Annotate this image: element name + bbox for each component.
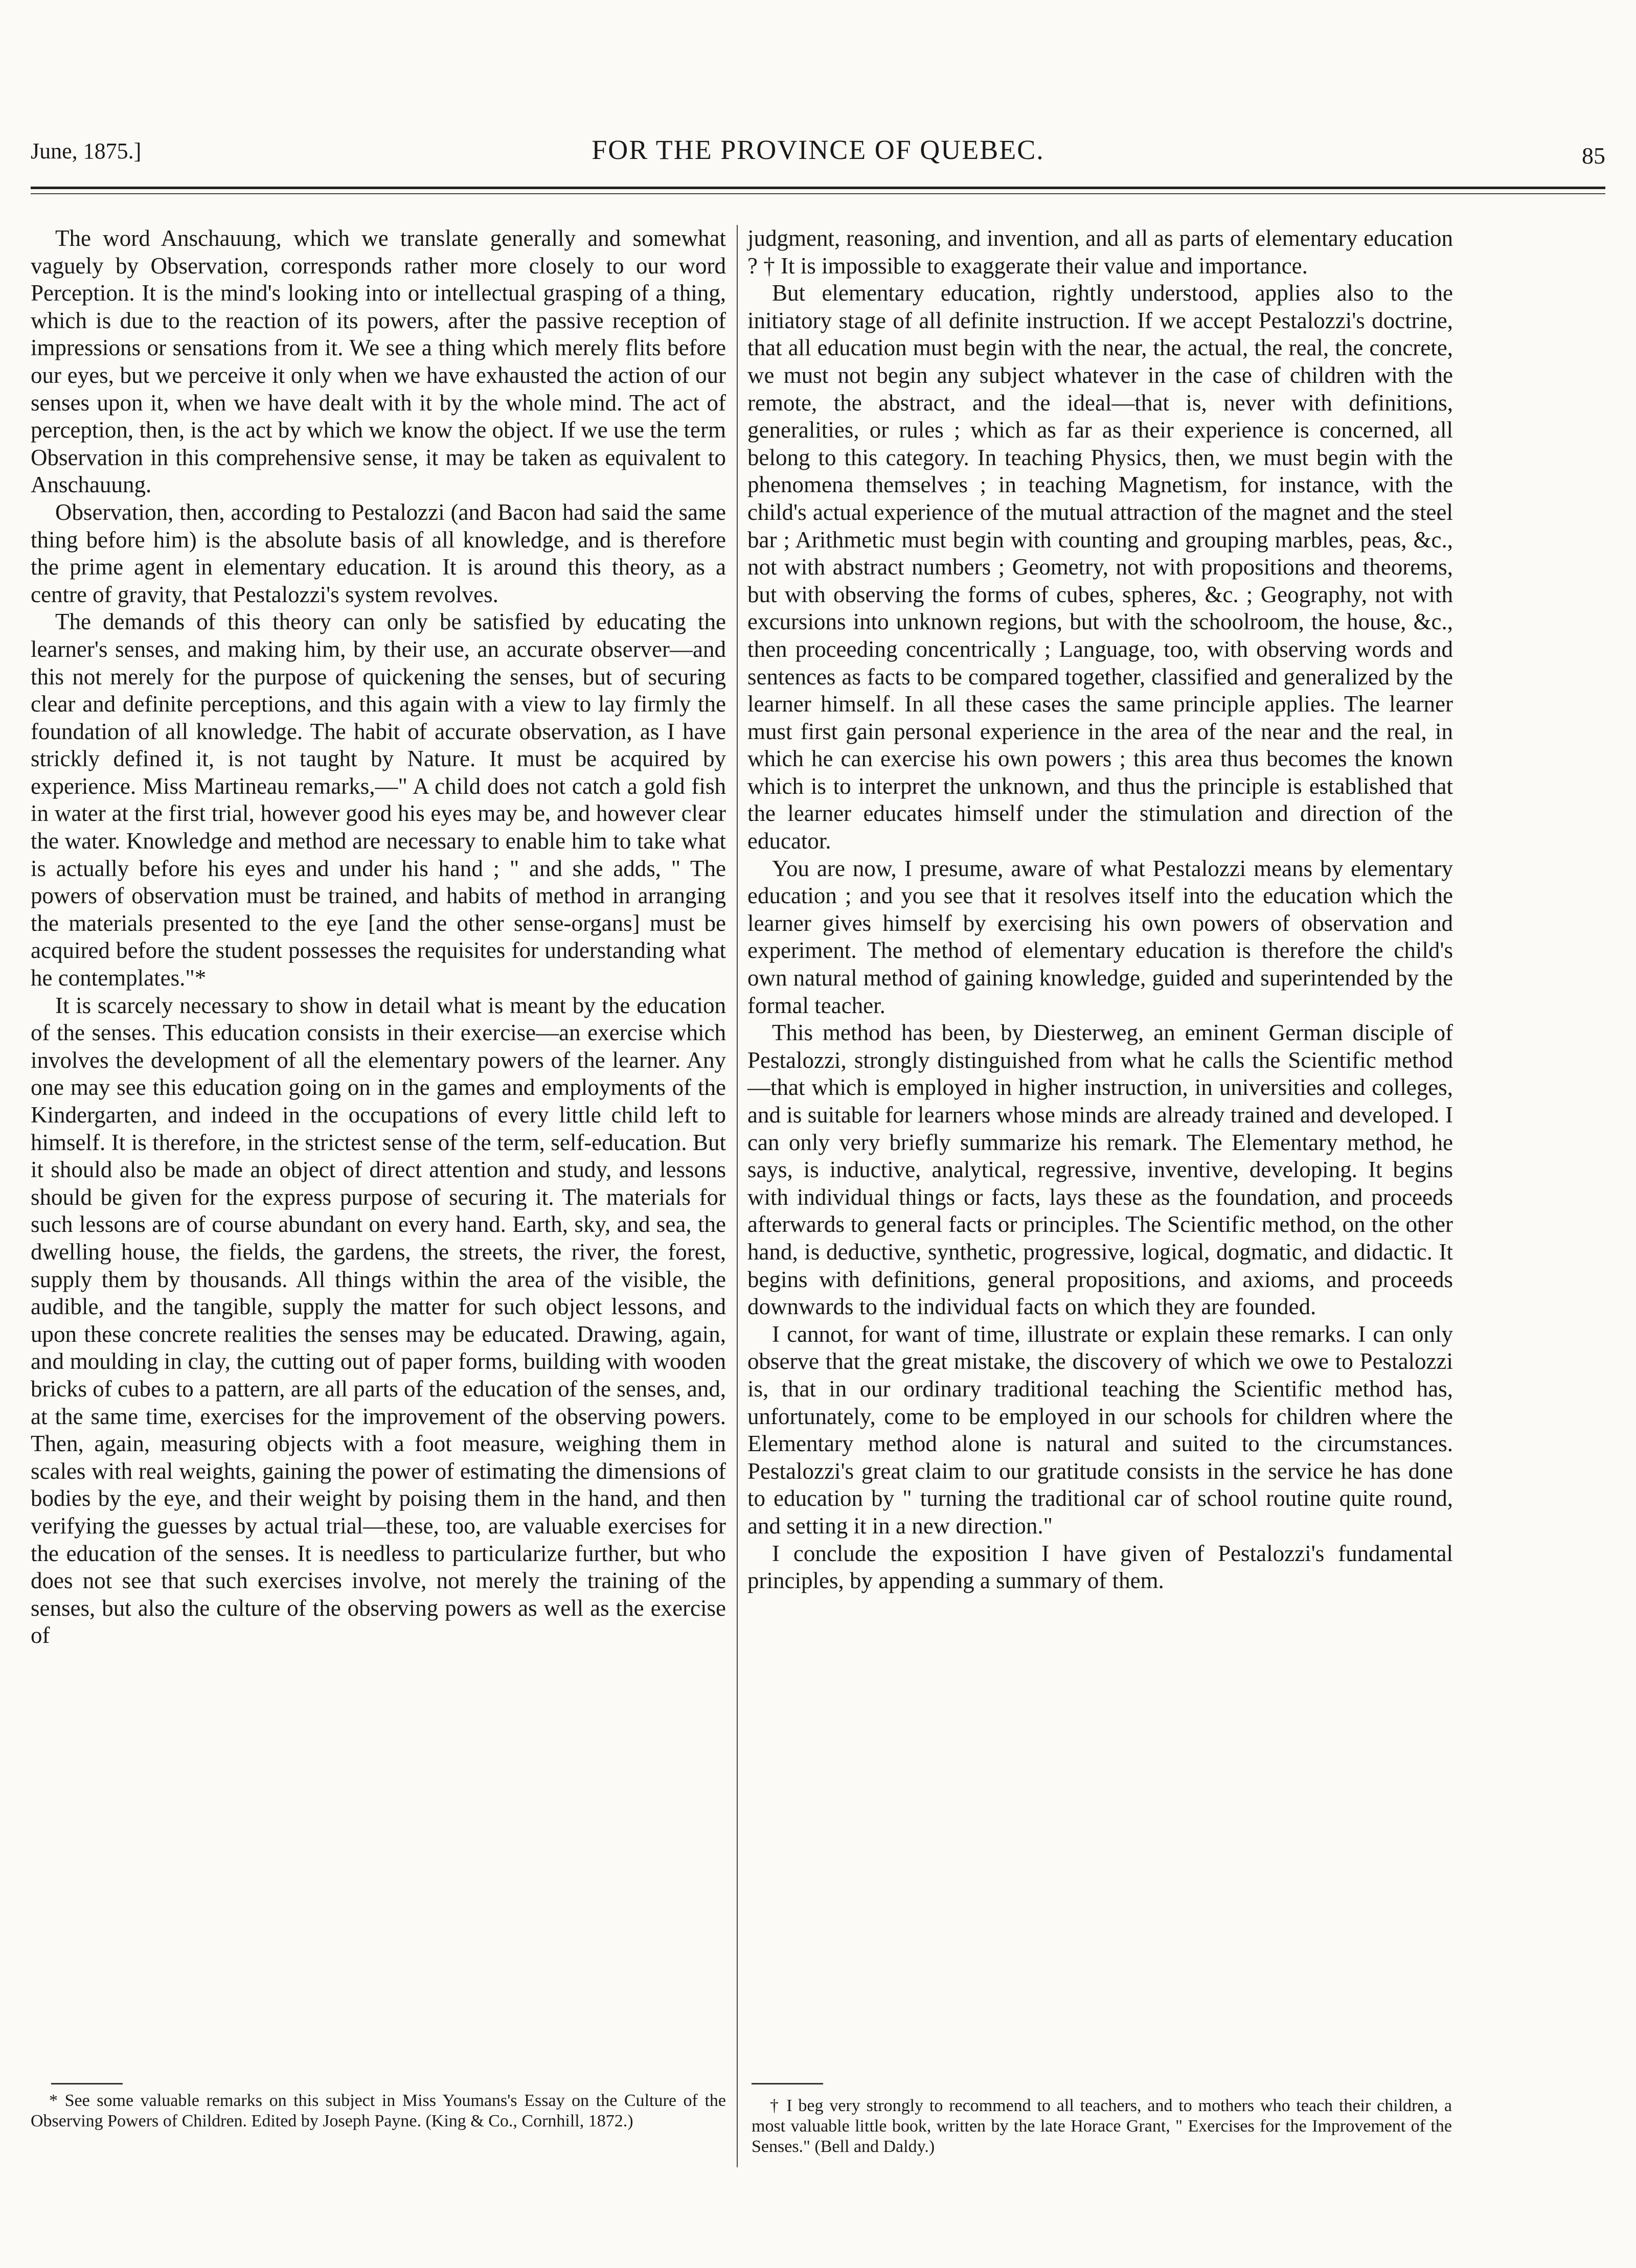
paragraph: But elementary education, rightly understood, applies also to the initiatory stage of all definite instruction. If we accept Pestalozzi's doctrine, that all education must begin with the near, the actual, the real, the concrete, we must not begin any subject whatever in the case of children with the remote, the abstract, and the ideal—that is, never with definitions, generalities, or rules ; which as far as their experience is concerned, all belong to this category. In teaching Physics, then, we must begin with the phenomena themselves ; in teaching Magnetism, for instance, with the child's actual experience of the mutual attraction of the magnet and the steel bar ; Arithmetic must begin with counting and grouping marbles, peas, &c., not with abstract numbers ; Geometry, not with propositions and theorems, but with observing the forms of cubes, spheres, &c. ; Geography, not with excursions into unknown regions, but with the schoolroom, the house, &c., then proceeding concentrically ; Language, too, with observing words and sentences as facts to be compared together, classified and generalized by the learner himself. In all these cases the same principle applies. The learner must first gain personal experience in the area of the near and the real, in which he can exercise his own powers ; this area thus becomes the known which is to interpret the unknown, and thus the principle is established that the learner educates himself under the stimulation and direction of the educator. [747,280,1453,854]
footnote-right [752,2096,1452,2157]
paragraph: I cannot, for want of time, illustrate or explain these remarks. I can only observe that the great mistake, the discovery of which we owe to Pestalozzi is, that in our ordinary traditional teaching the Scientific method has, unfortunately, come to be employed in our schools for children where the Elementary method alone is natural and suited to the circumstances. Pestalozzi's great claim to our gratitude consists in the service he has done to education by " turning the traditional car of school routine quite round, and setting it in a new direction." [747,1321,1453,1539]
footnote-text: * See some valuable remarks on this subject in Miss Youmans's Essay on the Culture of the Observing Powers of Children. Edited by Joseph Payne. (King & Co., Cornhill, 1872.) [31,2091,726,2130]
running-title: FOR THE PROVINCE OF QUEBEC. [592,134,1044,165]
paragraph: I conclude the exposition I have given of Pestalozzi's fundamental principles, by appending a summary of them. [747,1540,1453,1594]
page-header [31,134,1605,184]
footnote-rule-right [752,2083,823,2084]
paragraph: The word Anschauung, which we translate generally and somewhat vaguely by Observation, corresponds rather more closely to our word Perception. It is the mind's looking into or intellectual grasping of a thing, which is due to the reaction of its powers, after the passive reception of impressions or sensations from it. We see a thing which merely flits before our eyes, but we perceive it only when we have exhausted the action of our senses upon it, when we have dealt with it by the whole mind. The act of perception, then, is the act by which we know the object. If we use the term Observation in this comprehensive sense, it may be taken as equivalent to Anschauung. [31,225,726,498]
footnote-rule-left [51,2083,123,2084]
paragraph: You are now, I presume, aware of what Pestalozzi means by elementary education ; and you see that it resolves itself into the education which the learner gives himself by exercising his own powers of observation and experiment. The method of elementary education is therefore the child's own natural method of gaining knowledge, guided and superintended by the formal teacher. [747,855,1453,1018]
paragraph: judgment, reasoning, and invention, and all as parts of elementary education ? † It is impossible to exaggerate their value and importance. [747,225,1453,279]
column-divider [737,225,738,2167]
header-rule-thin [31,193,1605,194]
paragraph: Observation, then, according to Pestalozzi (and Bacon had said the same thing before him) is the absolute basis of all knowledge, and is therefore the prime agent in elementary education. It is around this theory, as a centre of gravity, that Pestalozzi's system revolves. [31,499,726,607]
issue-date: June, 1875.] [31,139,142,164]
footnote-text: † I beg very strongly to recommend to all teachers, and to mothers who teach their children, a most valuable little book, written by the late Horace Grant, " Exercises for the Improvement of the Senses." (Bell and Daldy.) [752,2096,1452,2156]
page-number: 85 [1582,143,1605,169]
footnote-left [31,2091,726,2132]
paragraph: The demands of this theory can only be satisfied by educating the learner's senses, and making him, by their use, an accurate observer—and this not merely for the purpose of quickening the senses, but of securing clear and definite perceptions, and this again with a view to lay firmly the foundation of all knowledge. The habit of accurate observation, as I have strickly defined it, is not taught by Nature. It must be acquired by experience. Miss Martineau remarks,—" A child does not catch a gold fish in water at the first trial, however good his eyes may be, and however clear the water. Knowledge and method are necessary to enable him to take what is actually before his eyes and under his hand ; " and she adds, " The powers of observation must be trained, and habits of method in arranging the materials presented to the eye [and the other sense-organs] must be acquired before the student possesses the requisites for understanding what he contemplates."* [31,609,726,991]
left-column [31,225,726,1650]
paragraph: This method has been, by Diesterweg, an eminent German disciple of Pestalozzi, strongly distinguished from what he calls the Scientific method—that which is employed in higher instruction, in universities and colleges, and is suitable for learners whose minds are already trained and developed. I can only very briefly summarize his remark. The Elementary method, he says, is inductive, analytical, regressive, inventive, developing. It begins with individual things or facts, lays these as the foundation, and proceeds afterwards to general facts or principles. The Scientific method, on the other hand, is deductive, synthetic, progressive, logical, dogmatic, and didactic. It begins with definitions, general propositions, and axioms, and proceeds downwards to the individual facts on which they are founded. [747,1020,1453,1320]
right-column [747,225,1453,1595]
header-rule-thick [31,187,1605,189]
paragraph: It is scarcely necessary to show in detail what is meant by the education of the senses. This education consists in their exercise—an exercise which involves the development of all the elementary powers of the learner. Any one may see this education going on in the games and employments of the Kindergarten, and indeed in the occupations of every little child left to himself. It is therefore, in the strictest sense of the term, self-education. But it should also be made an object of direct attention and study, and lessons should be given for the express purpose of securing it. The materials for such lessons are of course abundant on every hand. Earth, sky, and sea, the dwelling house, the fields, the gardens, the streets, the river, the forest, supply them by thousands. All things within the area of the visible, the audible, and the tangible, supply the matter for such object lessons, and upon these concrete realities the senses may be educated. Drawing, again, and moulding in clay, the cutting out of paper forms, building with wooden bricks of cubes to a pattern, are all parts of the education of the senses, and, at the same time, exercises for the improvement of the observing powers. Then, again, measuring objects with a foot measure, weighing them in scales with real weights, gaining the power of estimating the dimensions of bodies by the eye, and their weight by poising them in the hand, and then verifying the guesses by actual trial—these, too, are valuable exercises for the education of the senses. It is needless to particularize further, but who does not see that such exercises involve, not merely the training of the senses, but also the culture of the observing powers as well as the exercise of [31,992,726,1648]
